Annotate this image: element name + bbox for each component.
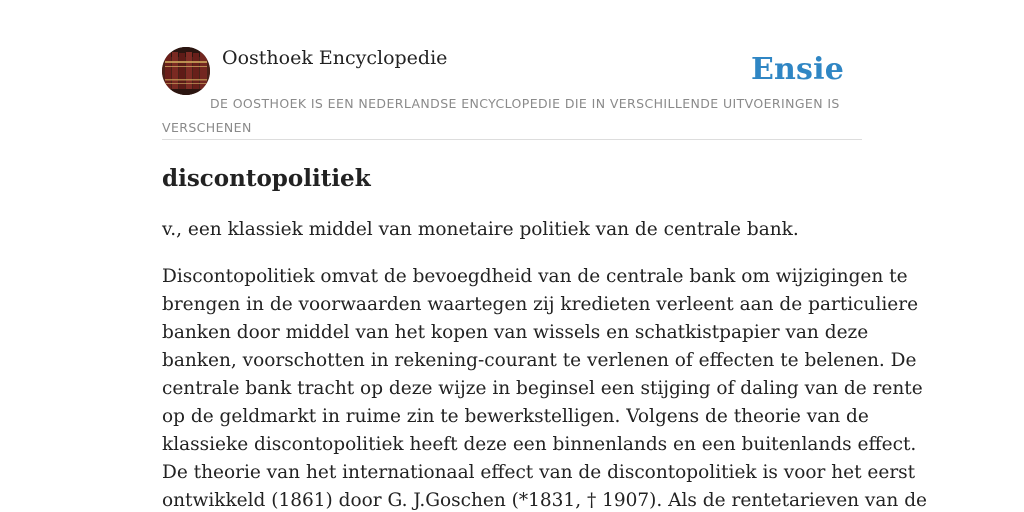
body-line: banken, voorschotten in rekening-courant te verlenen of effecten te belenen. De [162, 350, 917, 371]
site-tagline: DE OOSTHOEK IS EEN NEDERLANDSE ENCYCLOPEDIE DIE IN VERSCHILLENDE UITVOERINGEN IS VERSCHENEN [162, 96, 840, 135]
site-title[interactable]: Oosthoek Encyclopedie [222, 47, 448, 69]
body-line: Discontopolitiek omvat de bevoegdheid van de centrale bank om wijzigingen te [162, 266, 908, 287]
body-line: De theorie van het internationaal effect van de discontopolitiek is voor het eerst [162, 462, 916, 483]
definition-text: v., een klassiek middel van monetaire politiek van de centrale bank. [162, 219, 799, 240]
page-title: discontopolitiek [162, 165, 371, 192]
book-spines-icon [162, 47, 210, 95]
body-line: op de geldmarkt in ruime zin te bewerkstelligen. Volgens de theorie van de [162, 406, 869, 427]
body-line: klassieke discontopolitiek heeft deze een binnenlands en een buitenlands effect. [162, 434, 917, 455]
body-line: ontwikkeld (1861) door G. J.Goschen (*1831, † 1907). Als de rentetarieven van de [162, 490, 928, 511]
ensie-logo-link[interactable]: Ensie [750, 52, 844, 87]
article-body [162, 263, 928, 512]
body-line: banken door middel van het kopen van wissels en schatkistpapier van deze [162, 322, 869, 343]
site-header [162, 0, 862, 140]
avatar[interactable] [162, 47, 210, 95]
body-line: centrale bank tracht op deze wijze in beginsel een stijging of daling van de rente [162, 378, 923, 399]
body-line: brengen in de voorwaarden waartegen zij kredieten verleent aan de particuliere [162, 294, 919, 315]
page-container [162, 0, 928, 511]
